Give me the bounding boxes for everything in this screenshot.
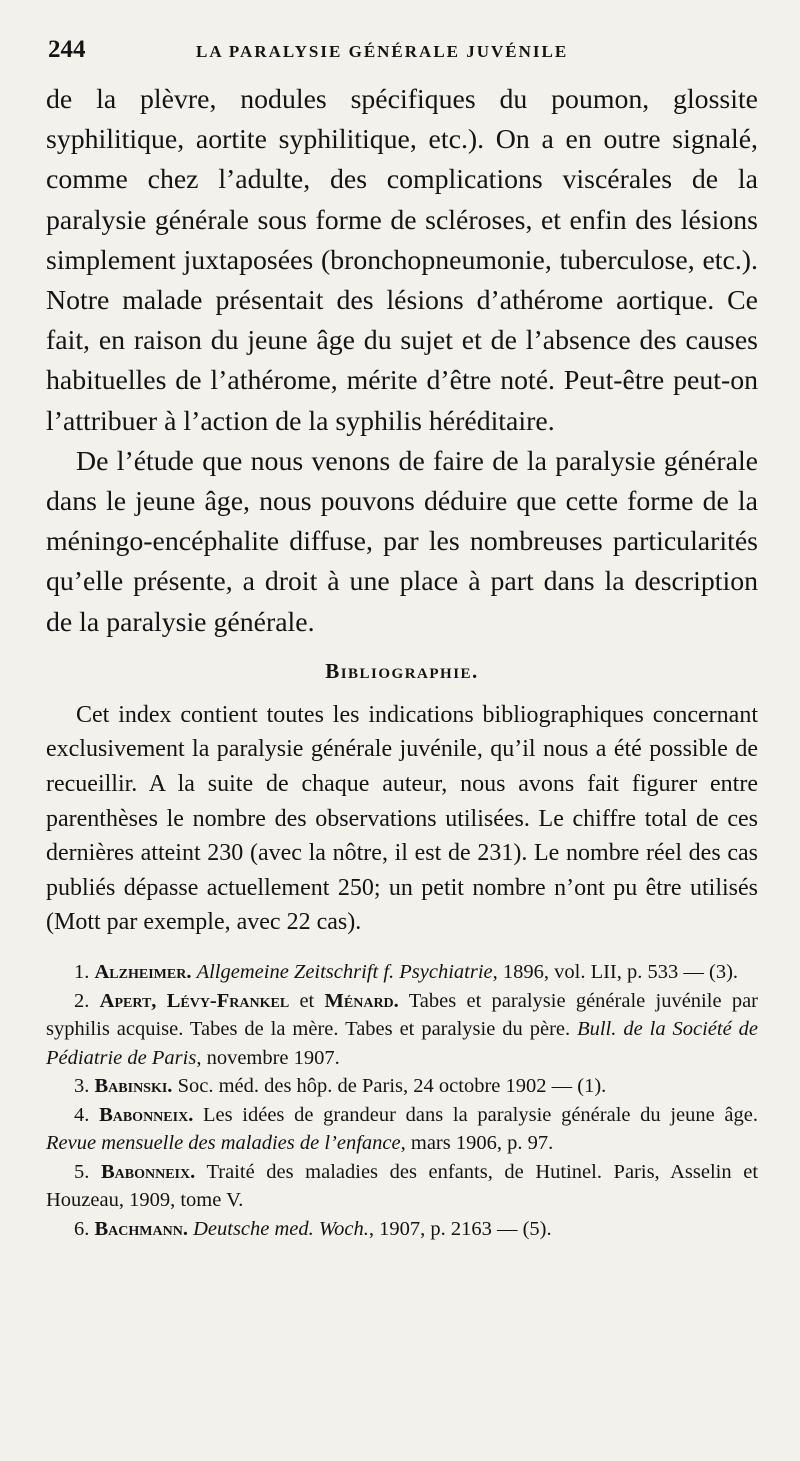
entry-author: Babonneix. bbox=[100, 1160, 196, 1183]
bibliography-entry bbox=[46, 987, 758, 1073]
entry-title: Les idées de grandeur dans la paralysie générale du jeune âge. bbox=[193, 1103, 759, 1126]
bibliography-entry bbox=[46, 1072, 758, 1101]
entry-number: 6. bbox=[74, 1217, 90, 1240]
bibliography-entry bbox=[46, 1158, 758, 1215]
entry-journal: Allgemeine Zeitschrift f. Psychiatrie bbox=[196, 961, 493, 983]
entry-details: , mars 1906, p. 97. bbox=[400, 1132, 554, 1154]
bibliography-entry bbox=[46, 1215, 758, 1244]
entry-number: 3. bbox=[74, 1075, 90, 1097]
entry-title: Tabes et paralysie générale juvénile par syphilis acquise. Tabes de la mère. Tabes et paralysie du père. bbox=[46, 989, 758, 1040]
bibliography-entry bbox=[46, 1101, 758, 1158]
entry-number: 2. bbox=[74, 989, 90, 1012]
entry-number: 5. bbox=[74, 1160, 90, 1183]
entry-details: Soc. méd. des hôp. de Paris, 24 octobre 1902 — (1). bbox=[172, 1075, 607, 1097]
entry-details: , 1907, p. 2163 — (5). bbox=[368, 1217, 552, 1240]
bibliography-title: Bibliographie. bbox=[325, 658, 479, 683]
entry-author: Alzheimer. bbox=[94, 961, 192, 983]
entry-conjunction: et bbox=[289, 989, 325, 1012]
entry-number: 1. bbox=[74, 961, 90, 983]
body-paragraph-2: De l’étude que nous venons de faire de la paralysie générale dans le jeune âge, nous pouvons déduire que cette forme de la méningo-encéphalite diffuse, par les nombreuses particularités qu’elle présente, a droit à une place à part dans la description de la paralysie générale. bbox=[46, 445, 758, 638]
entry-details: , novembre 1907. bbox=[196, 1046, 340, 1069]
entry-details: Traité des maladies des enfants, de Hutinel. Paris, Asselin et Houzeau, 1909, tome V. bbox=[46, 1160, 759, 1211]
entry-details: , 1896, vol. LII, p. 533 — (3). bbox=[492, 961, 739, 983]
running-title: LA PARALYSIE GÉNÉRALE JUVÉNILE bbox=[196, 42, 569, 61]
entry-number: 4. bbox=[74, 1103, 90, 1126]
entry-journal: Revue mensuelle des maladies de l’enfance bbox=[46, 1132, 401, 1154]
body-paragraph-1: de la plèvre, nodules spécifiques du poumon, glossite syphilitique, aortite syphilitique, etc.). On a en outre signalé, comme chez l’adulte, des complications viscérales de la paralysie générale sous forme de scléroses, et enfin des lésions simplement juxtaposées (bronchopneumonie, tuberculose, etc.). Notre malade présentait des lésions d’athérome aortique. Ce fait, en raison du jeune âge du sujet et de l’absence des causes habituelles de l’athérome, mérite d’être noté. Peut-être peut-on l’attribuer à l’action de la syphilis héréditaire. bbox=[46, 84, 758, 437]
bibliography-list bbox=[46, 958, 758, 1243]
bibliography-intro: Cet index contient toutes les indications bibliographiques concernant exclusivement la paralysie générale juvénile, qu’il nous a été possible de recueillir. A la suite de chaque auteur, nous avons fait figurer entre parenthèses le nombre des observations utilisées. Le chiffre total de ces dernières atteint 230 (avec la nôtre, il est de 231). Le nombre réel des cas publiés dépasse actuellement 250; un petit nombre n’ont pu être utilisés (Mott par exemple, avec 22 cas). bbox=[46, 701, 758, 936]
entry-author: Babinski. bbox=[94, 1075, 173, 1097]
entry-journal: Bull. de la Société de Pédiatrie de Paris bbox=[46, 1018, 759, 1069]
bibliography-entry bbox=[46, 958, 758, 987]
entry-author: Bachmann. bbox=[94, 1217, 188, 1240]
page-header bbox=[46, 36, 758, 80]
entry-author: Babonneix. bbox=[99, 1103, 194, 1126]
entry-author-2: Ménard. bbox=[324, 989, 399, 1012]
page-number: 244 bbox=[48, 36, 86, 63]
entry-journal: Deutsche med. Woch. bbox=[193, 1217, 369, 1240]
entry-author: Apert, Lévy-Frankel bbox=[99, 989, 290, 1012]
